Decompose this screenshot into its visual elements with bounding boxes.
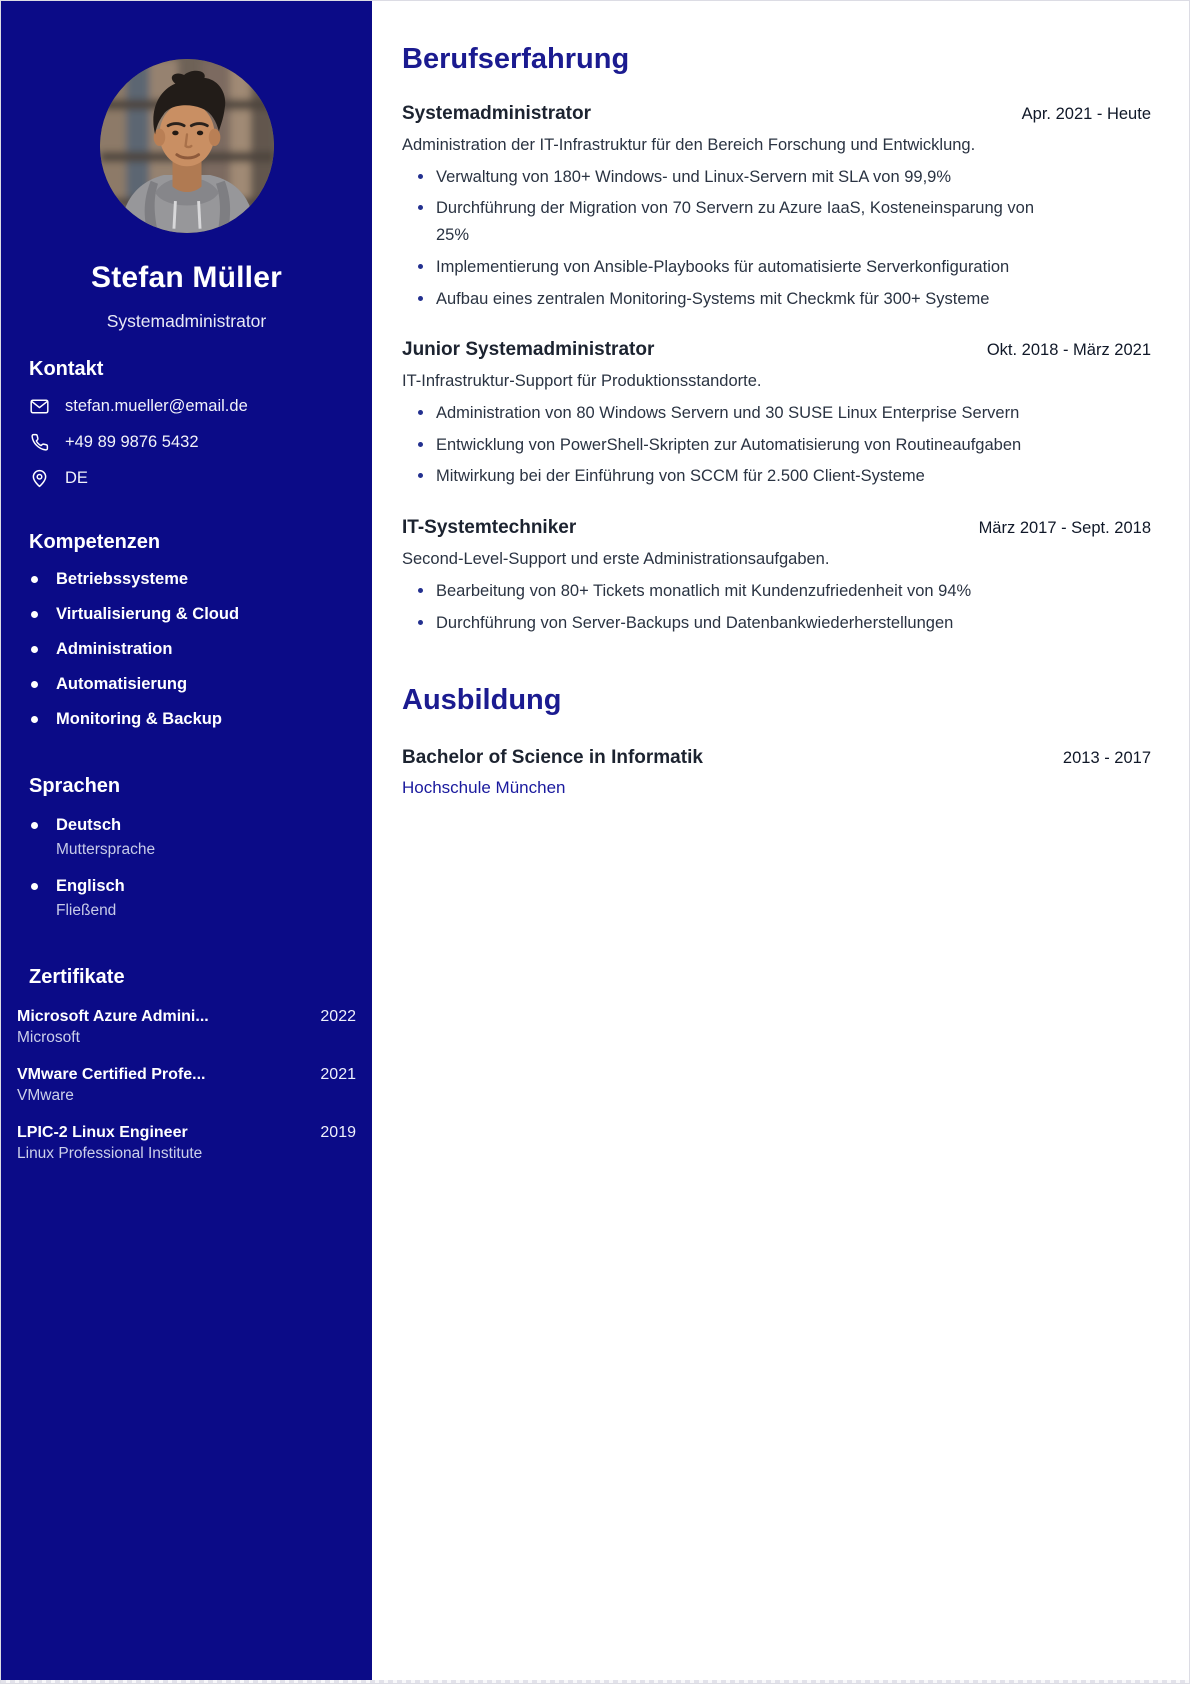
language-name: Englisch — [56, 877, 125, 895]
job-dates: Okt. 2018 - März 2021 — [986, 341, 1151, 360]
job-dates: Apr. 2021 - Heute — [1021, 105, 1151, 123]
contact-section — [1, 358, 372, 489]
main-content — [372, 1, 1189, 1683]
certificate-year: 2022 — [320, 1008, 356, 1025]
education-heading: Ausbildung — [402, 684, 562, 717]
job-bullet: Mitwirkung bei der Einführung von SCCM für 2.500 Client-Systeme — [402, 463, 1036, 490]
certificate-issuer: VMware — [17, 1087, 74, 1104]
person-title: Systemadministrator — [106, 311, 267, 331]
job-entry — [402, 103, 1151, 312]
contact-heading: Kontakt — [29, 358, 104, 380]
certificate-year: 2021 — [320, 1066, 356, 1083]
contact-phone: +49 89 9876 5432 — [65, 433, 199, 451]
person-name: Stefan Müller — [91, 261, 282, 294]
job-title: IT-Systemtechniker — [402, 517, 577, 539]
job-bullet-list — [402, 400, 1151, 490]
certificates-section — [1, 966, 372, 1163]
skill-item: Virtualisierung & Cloud — [29, 605, 344, 624]
phone-icon — [29, 432, 50, 453]
job-description: IT-Infrastruktur-Support für Produktionsstandorte. — [402, 372, 762, 391]
job-bullet-list — [402, 578, 1151, 636]
job-entry — [402, 339, 1151, 490]
certificate-item — [1, 1124, 372, 1163]
certificate-issuer: Linux Professional Institute — [17, 1145, 203, 1162]
certificate-name: Microsoft Azure Admini... — [17, 1008, 209, 1025]
education-dates: 2013 - 2017 — [1062, 749, 1151, 768]
languages-section — [1, 775, 372, 920]
language-item — [29, 877, 344, 920]
job-title: Systemadministrator — [402, 103, 592, 124]
job-bullet: Durchführung von Server-Backups und Datenbankwiederherstellungen — [402, 610, 1036, 637]
job-title: Junior Systemadministrator — [402, 339, 655, 361]
skill-item: Administration — [29, 640, 344, 659]
contact-row-location — [29, 468, 344, 489]
language-name: Deutsch — [56, 816, 122, 834]
job-bullet: Verwaltung von 180+ Windows- und Linux-Servern mit SLA von 99,9% — [402, 164, 1036, 191]
certificate-issuer: Microsoft — [17, 1029, 80, 1046]
school-name: Hochschule München — [402, 778, 566, 798]
contact-location: DE — [65, 469, 88, 487]
job-bullet-list — [402, 164, 1151, 313]
degree-title: Bachelor of Science in Informatik — [402, 747, 703, 769]
certificate-name: LPIC-2 Linux Engineer — [17, 1124, 188, 1141]
languages-heading: Sprachen — [29, 775, 121, 797]
language-level: Fließend — [56, 902, 117, 919]
skill-item: Monitoring & Backup — [29, 710, 344, 729]
job-description: Administration der IT-Infrastruktur für den Bereich Forschung und Entwicklung. — [402, 136, 976, 154]
job-description: Second-Level-Support und erste Administrationsaufgaben. — [402, 550, 830, 569]
job-bullet: Bearbeitung von 80+ Tickets monatlich mit Kundenzufriedenheit von 94% — [402, 578, 1036, 605]
certificate-year: 2019 — [320, 1124, 356, 1141]
contact-row-email — [29, 396, 344, 417]
language-level: Muttersprache — [56, 841, 156, 858]
certificate-name: VMware Certified Profe... — [17, 1066, 206, 1083]
job-bullet: Entwicklung von PowerShell-Skripten zur Automatisierung von Routineaufgaben — [402, 432, 1036, 459]
sidebar — [1, 1, 372, 1683]
job-bullet: Implementierung von Ansible-Playbooks für automatisierte Serverkonfiguration — [402, 254, 1036, 281]
profile-photo — [100, 59, 274, 233]
certificate-item — [1, 1066, 372, 1105]
location-icon — [29, 468, 50, 489]
job-bullet: Aufbau eines zentralen Monitoring-Systems mit Checkmk für 300+ Systeme — [402, 286, 1036, 313]
mail-icon — [29, 396, 50, 417]
skill-item: Betriebssysteme — [29, 570, 344, 589]
skills-list — [29, 570, 344, 729]
certificate-item — [1, 1008, 372, 1047]
contact-email: stefan.mueller@email.de — [65, 397, 248, 415]
skill-item: Automatisierung — [29, 675, 344, 694]
experience-heading: Berufserfahrung — [402, 43, 630, 75]
profile-photo-illustration — [100, 59, 274, 233]
skills-heading: Kompetenzen — [29, 531, 161, 553]
certificates-heading: Zertifikate — [29, 966, 125, 988]
job-dates: März 2017 - Sept. 2018 — [978, 519, 1151, 538]
education-entry — [402, 747, 1151, 798]
language-item — [29, 816, 344, 859]
skills-section — [1, 531, 372, 729]
job-bullet: Durchführung der Migration von 70 Servern zu Azure IaaS, Kosteneinsparung von 25% — [402, 195, 1036, 248]
contact-row-phone — [29, 432, 344, 453]
job-bullet: Administration von 80 Windows Servern und 30 SUSE Linux Enterprise Servern — [402, 400, 1036, 427]
job-entry — [402, 517, 1151, 636]
